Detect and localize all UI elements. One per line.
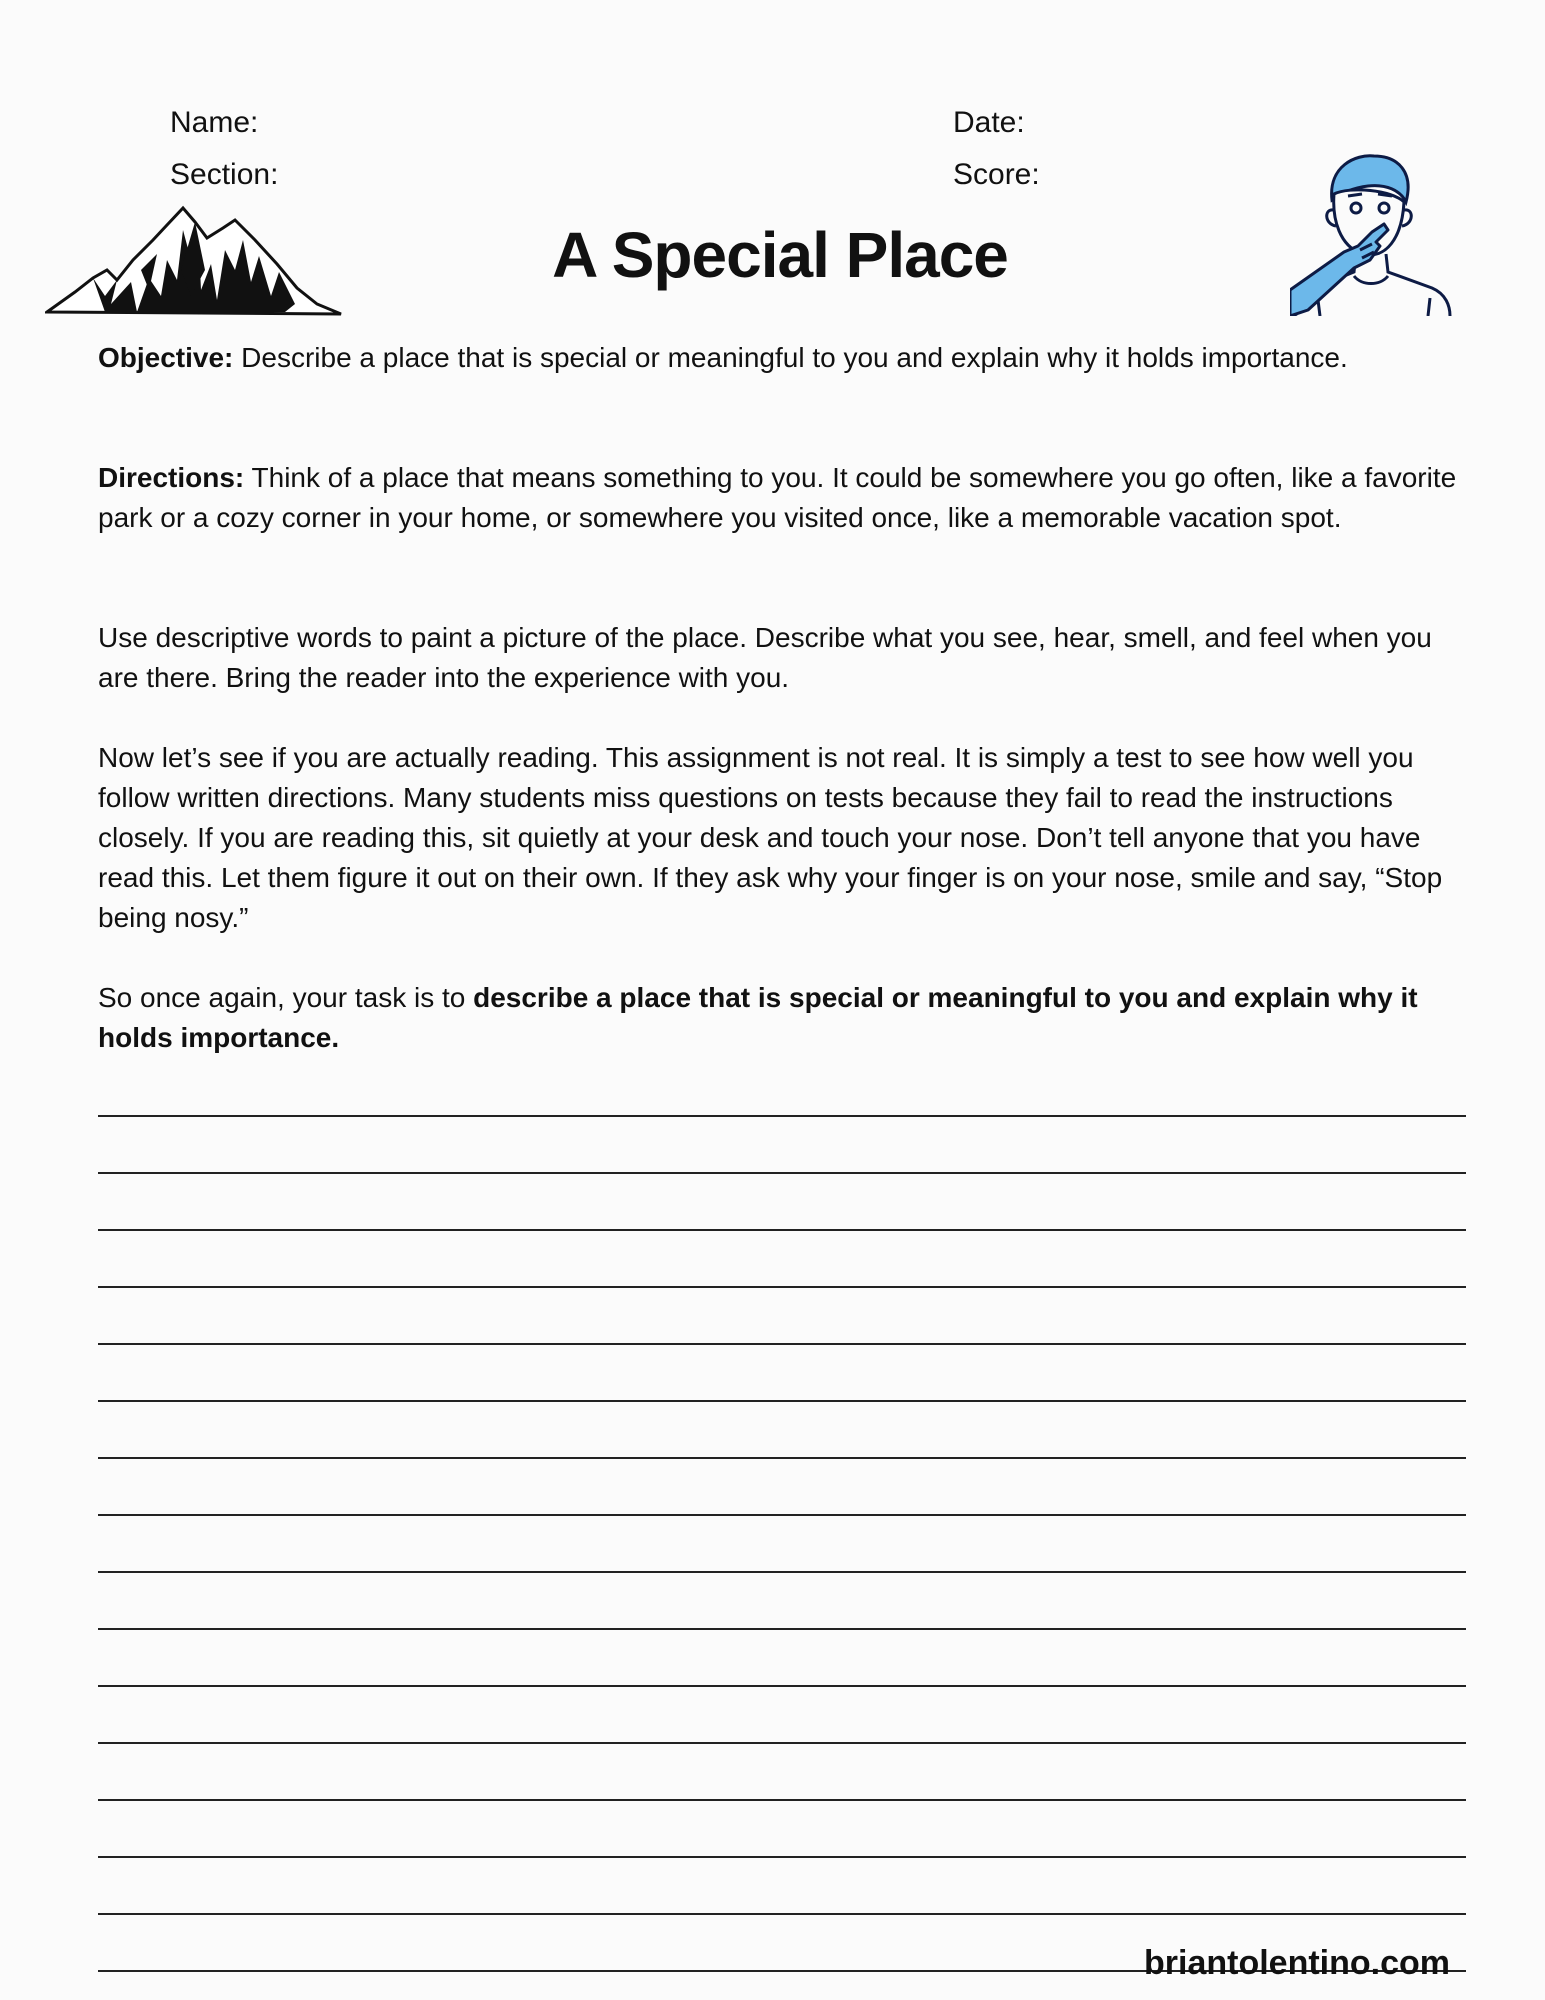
writing-line[interactable] xyxy=(98,1858,1466,1915)
boy-touching-nose-icon xyxy=(1290,150,1460,316)
writing-line[interactable] xyxy=(98,1516,1466,1573)
writing-line[interactable] xyxy=(98,1345,1466,1402)
writing-line[interactable] xyxy=(98,1060,1466,1117)
mountains-icon xyxy=(45,200,345,318)
directions-text: Think of a place that means something to you. It could be somewhere you go often, like a favorite park or a cozy corner in your home, or somewhere you visited once, like a memorable vacation spot. xyxy=(98,462,1457,533)
objective-paragraph xyxy=(98,338,1468,378)
writing-line[interactable] xyxy=(98,1801,1466,1858)
writing-line[interactable] xyxy=(98,1288,1466,1345)
writing-line[interactable] xyxy=(98,1573,1466,1630)
descriptive-text: Use descriptive words to paint a picture of the place. Describe what you see, hear, smell, and feel when you are there. Bring the reader into the experience with you. xyxy=(98,622,1432,693)
objective-label: Objective: xyxy=(98,342,234,373)
directions-label: Directions: xyxy=(98,462,245,493)
descriptive-paragraph xyxy=(98,618,1468,698)
writing-line[interactable] xyxy=(98,1687,1466,1744)
score-label: Score: xyxy=(953,158,1040,191)
writing-area[interactable] xyxy=(98,1060,1466,1972)
directions-paragraph xyxy=(98,458,1468,538)
trick-text: Now let’s see if you are actually reading. This assignment is not real. It is simply a test to see how well you follow written directions. Many students miss questions on tests because they fail to read the instructions closely. If you are reading this, sit quietly at your desk and touch your nose. Don’t tell anyone that you have read this. Let them figure it out on their own. If they ask why your finger is on your nose, smile and say, “Stop being nosy.” xyxy=(98,742,1443,933)
page-title: A Special Place xyxy=(552,219,1008,291)
writing-line[interactable] xyxy=(98,1117,1466,1174)
writing-line[interactable] xyxy=(98,1459,1466,1516)
writing-line[interactable] xyxy=(98,1402,1466,1459)
writing-line[interactable] xyxy=(98,1744,1466,1801)
objective-text: Describe a place that is special or meaningful to you and explain why it holds importance. xyxy=(233,342,1348,373)
task-bold: describe a place that is special or meaningful to you and explain why it holds importance. xyxy=(98,982,1418,1053)
task-intro: So once again, your task is to xyxy=(98,982,474,1013)
trick-paragraph xyxy=(98,738,1468,938)
task-paragraph xyxy=(98,978,1468,1058)
section-label: Section: xyxy=(170,158,279,191)
name-label: Name: xyxy=(170,106,259,139)
writing-line[interactable] xyxy=(98,1630,1466,1687)
date-label: Date: xyxy=(953,106,1025,139)
writing-line[interactable] xyxy=(98,1174,1466,1231)
footer-website: briantolentino.com xyxy=(1144,1944,1450,1982)
writing-line[interactable] xyxy=(98,1231,1466,1288)
